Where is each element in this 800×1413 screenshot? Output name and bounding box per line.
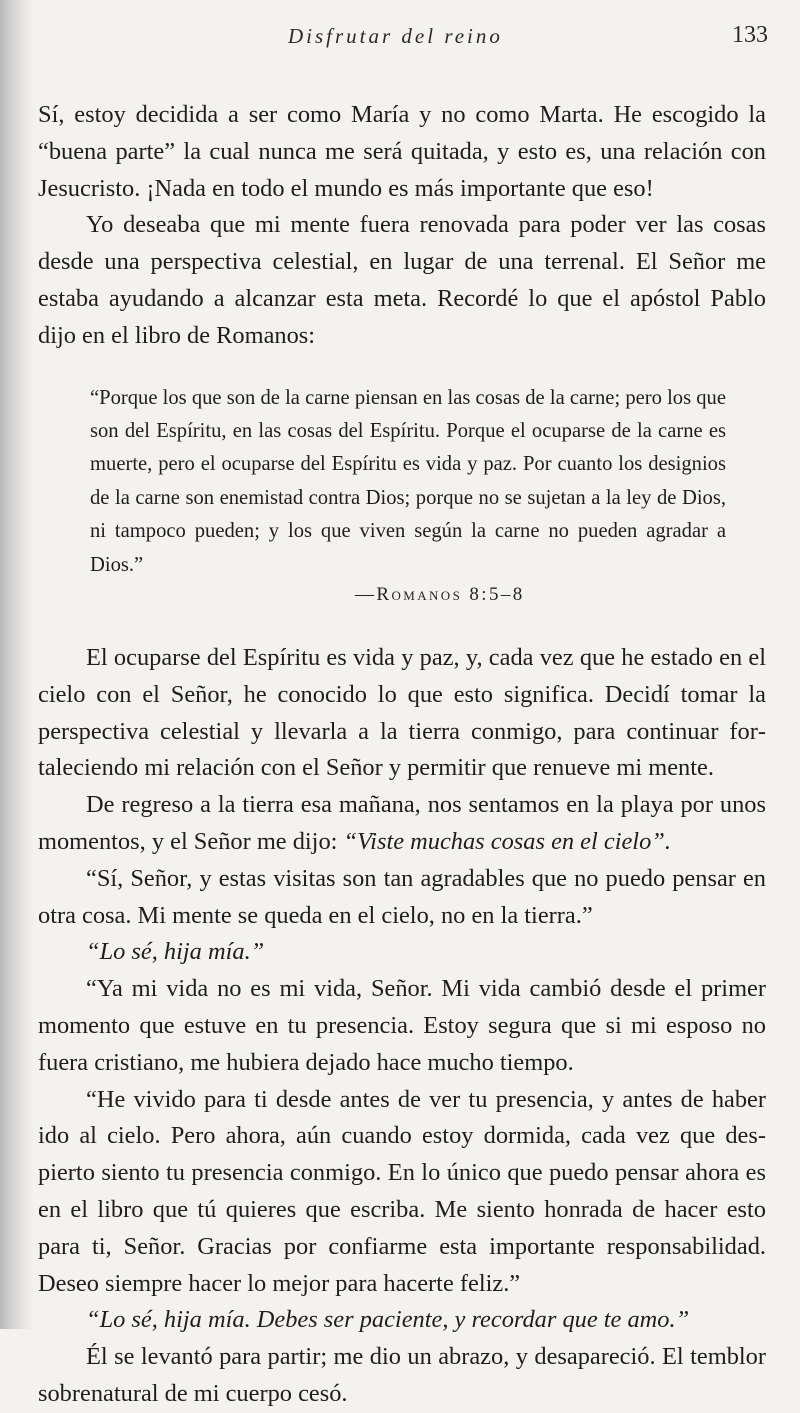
paragraph xyxy=(38,1339,766,1413)
italic-dialogue: “Viste muchas cosas en el cielo”. xyxy=(343,828,671,855)
paragraph xyxy=(38,1302,766,1339)
book-page xyxy=(38,0,768,1407)
text-run: “Sí, Señor, y estas visitas son tan agradables que no puedo pensar en otra cosa. Mi mente se queda en el cielo, no en la tierra.” xyxy=(38,864,766,929)
citation-book: Romanos xyxy=(376,584,463,606)
text-run: Él se levantó para partir; me dio un abrazo, y desapareció. El temblor sobrenatural de mi cuerpo cesó. xyxy=(38,1343,766,1407)
block-quote xyxy=(90,382,726,606)
paragraph: Yo deseaba que mi mente fuera renovada para poder ver las cosas desde una perspectiva celestial, en lugar de una terrenal. El Señor me estaba ayudando a alcanzar esta meta. Recordé lo que el apóstol Pablo dijo en el libro de Romanos: xyxy=(38,211,766,349)
page-number: 133 xyxy=(732,22,768,48)
citation-reference: 8:5–8 xyxy=(469,584,525,606)
page-gutter-shadow xyxy=(0,0,34,1329)
text-run: El ocuparse del Espíritu es vida y paz, y, cada vez que he estado en el cielo con el Señor, he conocido lo que esto significa. Decidí tomar la perspectiva celestial y llevarla a la tierra conmigo, para continuar fortaleciendo mi relación con el Señor y permitir que renueve mi mente. xyxy=(38,644,766,782)
paragraph xyxy=(38,971,766,1081)
paragraphs-after-quote xyxy=(38,640,766,1413)
italic-dialogue: “Lo sé, hija mía.” xyxy=(86,938,265,966)
block-quote-text: “Porque los que son de la carne piensan en las cosas de la carne; pero los que son del Espíritu, en las cosas del Espíritu. Porque el ocuparse de la carne es muerte, pero el ocuparse del Espíritu es vida y paz. Por cuanto los designios de la carne son enemistad contra Dios; porque no se sujetan a la ley de Dios, ni tampoco pueden; y los que viven según la carne no pueden agradar a Dios.” xyxy=(90,386,726,576)
text-run: “He vivido para ti desde antes de ver tu presencia, y antes de haber ido al cielo. Pero ahora, aún cuando estoy dormida, cada vez que despierto siento tu presencia conmigo. En lo único que puedo pensar ahora es en el libro que tú quieres que escriba. Me siento honrada de hacer esto para ti, Señor. Gracias por confiarme esta importante responsabilidad. Deseo siempre hacer lo mejor para hacerte feliz.” xyxy=(38,1085,766,1297)
citation-dash: — xyxy=(355,584,377,606)
paragraph xyxy=(38,640,766,787)
text-run: De regreso a la tierra esa mañana, nos sentamos en la playa por unos momentos, y el Señor me dijo: xyxy=(38,791,766,855)
paragraph xyxy=(38,787,766,861)
paragraph xyxy=(38,1082,766,1303)
block-quote-citation xyxy=(90,584,726,606)
body-text xyxy=(38,97,766,1413)
paragraph xyxy=(38,934,766,971)
paragraph: Sí, estoy decidida a ser como María y no como Marta. He escogido la “buena parte” la cual nunca me será quitada, y esto es, una relación con Jesucristo. ¡Nada en todo el mundo es más importante que eso! xyxy=(38,101,766,202)
text-run: “Ya mi vida no es mi vida, Señor. Mi vida cambió desde el primer momento que estuve en tu presencia. Estoy segura que si mi esposo no fuera cristiano, me hubiera dejado hace mucho tiempo. xyxy=(38,975,766,1076)
italic-dialogue: “Lo sé, hija mía. Debes ser paciente, y recordar que te amo.” xyxy=(86,1306,690,1334)
running-head: Disfrutar del reino xyxy=(288,24,503,48)
paragraph xyxy=(38,861,766,935)
